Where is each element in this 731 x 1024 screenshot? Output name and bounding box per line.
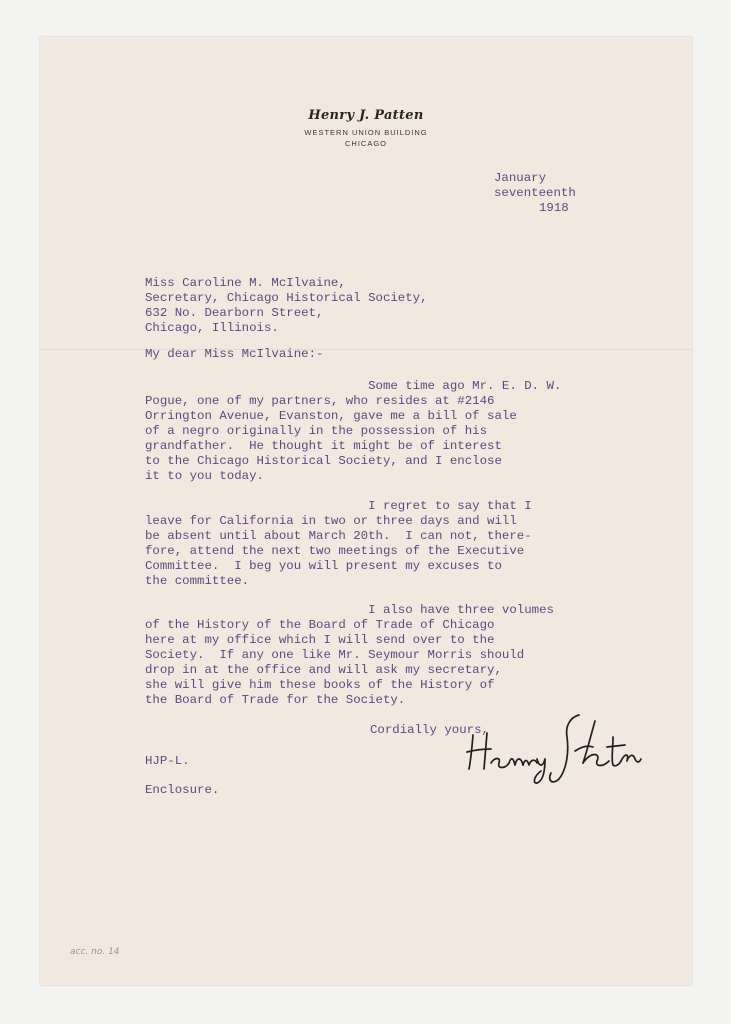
paragraph-line: Committee. I beg you will present my excuses to <box>145 559 502 573</box>
recipient-address <box>145 276 428 336</box>
handwritten-signature <box>463 707 643 787</box>
paragraph-line: of a negro originally in the possession of his <box>145 424 488 438</box>
letterhead-city: CHICAGO <box>344 139 387 148</box>
paragraph-line: drop in at the office and will ask my secretary, <box>145 663 502 677</box>
fold-line <box>40 349 692 350</box>
paragraph-line: the committee. <box>145 574 250 588</box>
paragraph-line: leave for California in two or three days and will <box>145 514 517 528</box>
paragraph-line: I regret to say that I <box>145 499 532 513</box>
paragraph-line: she will give him these books of the History of <box>145 678 495 692</box>
paragraph-3 <box>145 603 554 708</box>
paragraph-line: I also have three volumes <box>145 603 554 617</box>
paragraph-line: grandfather. He thought it might be of interest <box>145 439 502 453</box>
paragraph-line: here at my office which I will send over to the <box>145 633 495 647</box>
letterhead-building: WESTERN UNION BUILDING <box>304 128 428 137</box>
letterhead-name: Henry J. Patten <box>308 108 424 123</box>
letter-page <box>40 37 692 985</box>
closing: Cordially yours, <box>370 723 489 737</box>
date-year: 1918 <box>539 201 569 215</box>
recipient-line-1: Miss Caroline M. McIlvaine, <box>145 276 346 290</box>
paragraph-line: of the History of the Board of Trade of Chicago <box>145 618 495 632</box>
paragraph-line: Pogue, one of my partners, who resides at #2146 <box>145 394 495 408</box>
paragraph-line: fore, attend the next two meetings of the Executive <box>145 544 525 558</box>
recipient-line-4: Chicago, Illinois. <box>145 321 279 335</box>
paragraph-line: the Board of Trade for the Society. <box>145 693 406 707</box>
recipient-line-2: Secretary, Chicago Historical Society, <box>145 291 428 305</box>
paragraph-line: Orrington Avenue, Evanston, gave me a bill of sale <box>145 409 517 423</box>
paragraph-line: it to you today. <box>145 469 264 483</box>
recipient-line-3: 632 No. Dearborn Street, <box>145 306 324 320</box>
paragraph-1 <box>145 379 561 484</box>
enclosure-note: Enclosure. <box>145 783 220 797</box>
accession-note: acc. no. 14 <box>70 947 120 957</box>
paragraph-line: to the Chicago Historical Society, and I enclose <box>145 454 502 468</box>
date-month: January <box>494 171 547 185</box>
typist-initials: HJP-L. <box>145 754 190 768</box>
date-block <box>494 171 576 216</box>
paragraph-line: Some time ago Mr. E. D. W. <box>145 379 562 393</box>
paragraph-line: Society. If any one like Mr. Seymour Morris should <box>145 648 525 662</box>
salutation: My dear Miss McIlvaine:- <box>145 347 324 361</box>
paragraph-line: be absent until about March 20th. I can not, there- <box>145 529 532 543</box>
date-day: seventeenth <box>494 186 576 200</box>
paragraph-2 <box>145 499 532 589</box>
